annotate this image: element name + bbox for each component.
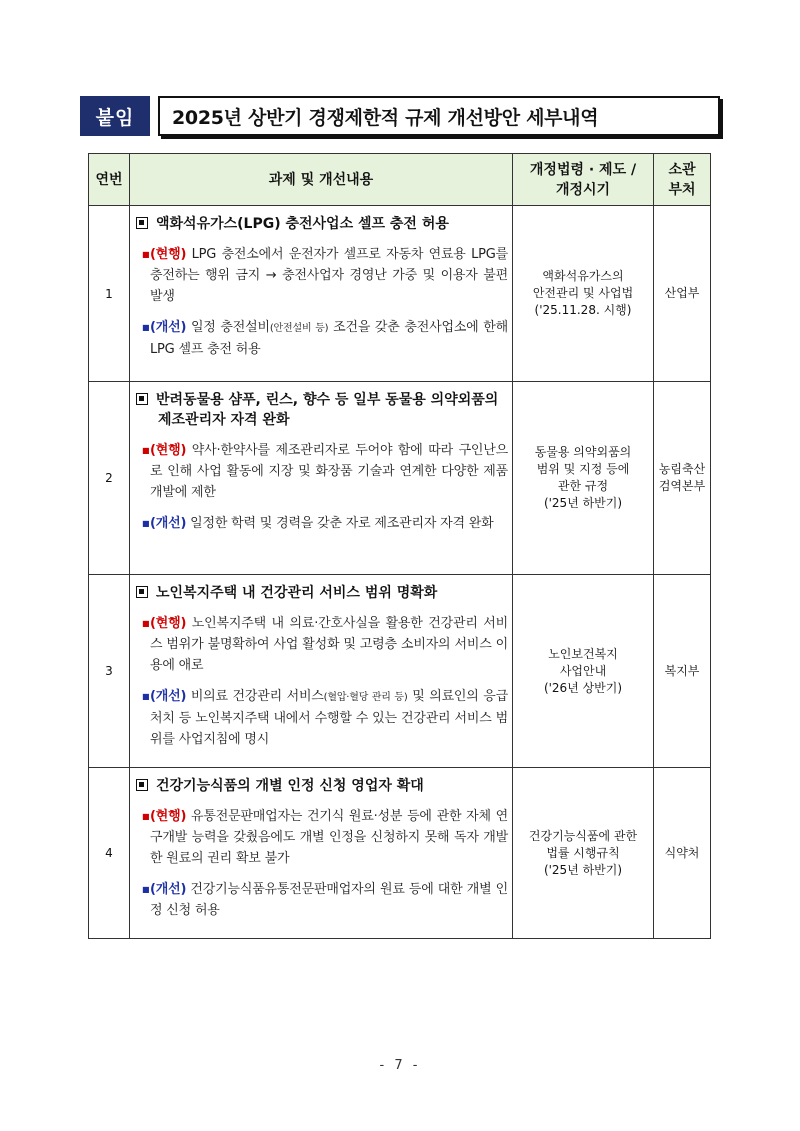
header-law: 개정법령 · 제도 / 개정시기 [513, 154, 654, 206]
page-title: 2025년 상반기 경쟁제한적 규제 개선방안 세부내역 [158, 96, 720, 136]
table-row [89, 382, 711, 575]
table-row [89, 206, 711, 382]
improve-paragraph: ■ (개선) 일정 충전설비(안전설비 등) 조건을 갖춘 충전사업소에 한해 LPG 셀프 충전 허용 [136, 317, 508, 360]
page-header [80, 96, 599, 136]
page-number: - 7 - [379, 1058, 421, 1073]
item-title: 반려동물용 샴푸, 린스, 향수 등 일부 동물용 의약외품의 제조관리자 자격 완화 [136, 390, 508, 430]
table-row [89, 575, 711, 768]
blue-square-bullet-icon: ■ [142, 323, 150, 332]
item-title: 노인복지주택 내 건강관리 서비스 범위 명확화 [136, 583, 508, 603]
row-number: 1 [89, 206, 130, 382]
improve-paragraph: ■ (개선) 건강기능식품유통전문판매업자의 원료 등에 대한 개별 인정 신청 허용 [136, 879, 508, 921]
law-cell: 노인보건복지 사업안내 ('26년 상반기) [513, 575, 654, 768]
improve-tag: (개선) [150, 689, 187, 704]
current-paragraph: ■ (현행) 노인복지주택 내 의료·간호사실을 활용한 건강관리 서비스 범위가 불명확하여 사업 활성화 및 고령층 소비자의 서비스 이용에 애로 [136, 613, 508, 676]
table-row [89, 768, 711, 939]
table-header-row [89, 154, 711, 206]
attachment-badge: 붙임 [80, 96, 150, 136]
current-paragraph: ■ (현행) LPG 충전소에서 운전자가 셀프로 자동차 연료용 LPG를 충전하는 행위 금지 → 충전사업자 경영난 가중 및 이용자 불편 발생 [136, 244, 508, 307]
current-tag: (현행) [150, 443, 187, 458]
square-bullet-icon [136, 393, 148, 405]
improve-tag: (개선) [150, 516, 187, 531]
current-tag: (현행) [150, 809, 187, 824]
red-square-bullet-icon: ■ [142, 250, 150, 259]
current-paragraph: ■ (현행) 약사·한약사를 제조관리자로 두어야 함에 따라 구인난으로 인해 사업 활동에 지장 및 화장품 기술과 연계한 다양한 제품 개발에 제한 [136, 440, 508, 503]
blue-square-bullet-icon: ■ [142, 885, 150, 894]
current-tag: (현행) [150, 247, 187, 262]
header-content: 과제 및 개선내용 [130, 154, 513, 206]
blue-square-bullet-icon: ■ [142, 692, 150, 701]
dept-cell: 식약처 [654, 768, 711, 939]
current-paragraph: ■ (현행) 유통전문판매업자는 건기식 원료·성분 등에 관한 자체 연구개발 능력을 갖췄음에도 개별 인정을 신청하지 못해 독자 개발한 원료의 권리 확보 불가 [136, 806, 508, 869]
dept-cell: 산업부 [654, 206, 711, 382]
law-cell: 건강기능식품에 관한 법률 시행규칙 ('25년 하반기) [513, 768, 654, 939]
dept-cell: 복지부 [654, 575, 711, 768]
square-bullet-icon [136, 779, 148, 791]
blue-square-bullet-icon: ■ [142, 519, 150, 528]
current-tag: (현행) [150, 616, 187, 631]
red-square-bullet-icon: ■ [142, 446, 150, 455]
red-square-bullet-icon: ■ [142, 812, 150, 821]
row-content [130, 382, 513, 575]
item-title: 액화석유가스(LPG) 충전사업소 셀프 충전 허용 [136, 214, 508, 234]
row-content [130, 768, 513, 939]
square-bullet-icon [136, 217, 148, 229]
regulation-table [88, 153, 711, 939]
improve-tag: (개선) [150, 882, 187, 897]
square-bullet-icon [136, 586, 148, 598]
improve-paragraph: ■ (개선) 일정한 학력 및 경력을 갖춘 자로 제조관리자 자격 완화 [136, 513, 508, 534]
row-content [130, 575, 513, 768]
law-cell: 동물용 의약외품의 범위 및 지정 등에 관한 규정 ('25년 하반기) [513, 382, 654, 575]
row-content [130, 206, 513, 382]
dept-cell: 농림축산 검역본부 [654, 382, 711, 575]
row-number: 4 [89, 768, 130, 939]
improve-tag: (개선) [150, 320, 187, 335]
item-title: 건강기능식품의 개별 인정 신청 영업자 확대 [136, 776, 508, 796]
row-number: 3 [89, 575, 130, 768]
row-number: 2 [89, 382, 130, 575]
red-square-bullet-icon: ■ [142, 619, 150, 628]
law-cell: 액화석유가스의 안전관리 및 사업법 ('25.11.28. 시행) [513, 206, 654, 382]
header-num: 연번 [89, 154, 130, 206]
header-dept: 소관 부처 [654, 154, 711, 206]
improve-paragraph: ■ (개선) 비의료 건강관리 서비스(혈압·혈당 관리 등) 및 의료인의 응급처치 등 노인복지주택 내에서 수행할 수 있는 건강관리 서비스 범위를 사업지침에 명시 [136, 686, 508, 750]
